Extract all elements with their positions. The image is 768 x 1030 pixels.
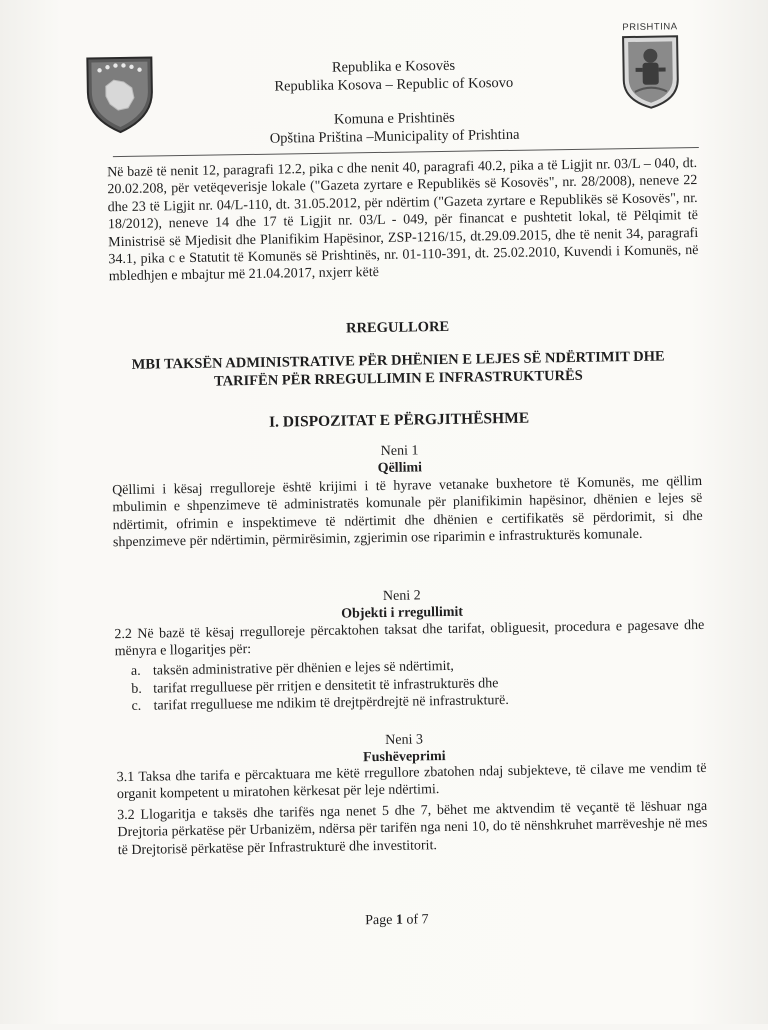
document-title: RREGULLORE: [345, 318, 450, 337]
header-municipality-albanian: Komuna e Prishtinës: [333, 109, 455, 128]
article-3-paragraph-2: 3.2 Llogaritja e taksës dhe tarifës nga nenet 5 dhe 7, bëhet me aktvendim të veçantë të lëshuar nga Drejtoria përkatëse për Urbanizëm, ndërsa për tarifën nga neni 10, do të nënshkruhet marrëveshje në mes të Drejtorisë përkatëse për Infrastrukturë dhe investitorit.: [117, 798, 708, 858]
emblem-caption: PRISHTINA: [622, 21, 678, 34]
list-item-text: tarifat rregulluese me ndikim të drejtpërdrejtë në infrastrukturë.: [153, 693, 509, 714]
document-subtitle-line: TARIFËN PËR RREGULLIMIN E INFRASTRUKTURËS: [213, 367, 583, 390]
list-item-text: taksën administrative për dhënien e lejes së ndërtimit,: [152, 658, 454, 679]
list-marker: b.: [131, 681, 142, 697]
header-republic-albanian: Republika e Kosovës: [331, 57, 456, 76]
state-header: [173, 54, 614, 97]
article-number: Neni 1: [380, 443, 419, 459]
kosovo-coat-of-arms-icon: [83, 51, 156, 136]
article-title: Qëllimi: [377, 460, 423, 477]
article-number: Neni 3: [385, 732, 424, 748]
page-number: [307, 911, 487, 930]
article-2-list: [131, 654, 692, 715]
page-number-prefix: Page: [365, 912, 397, 929]
preamble-paragraph: Në bazë të nenit 12, paragrafi 12.2, pika c dhe nenit 40, paragrafi 40.2, pika a të Ligjit nr. 03/L – 040, dt. 20.02.208, për vetëqeverisje lokale ("Gazeta zyrtare e Republikës së Kosovës", nr. 28/2008), neneve 22 dhe 23 të Ligjit nr. 04/L-110, dt. 31.05.2012, për ndërtim ("Gazeta zyrtare e Republikës së Kosovës", nr. 18/2012), neneve 14 dhe 17 të Ligjit nr. 03/L - 049, për financat e pushtetit lokal, të Pëlqimit të Ministrisë së Mjedisit dhe Planifikim Hapësinor, ZSP-1216/15, dt.29.09.2015, dhe të nenit 34, paragrafi 34.1, pika c e Statutit të Komunës së Prishtinës, nr. 01-110-391, dt. 25.02.2010, Kuvendi i Komunës, në mbledhjen e mbajtur më 21.04.2017, nxjerr këtë: [107, 155, 699, 285]
list-marker: a.: [130, 663, 141, 679]
article-3-paragraph-1: 3.1 Taksa dhe tarifa e përcaktuara me këtë rregullore zbatohen ndaj subjekteve, të cilave me vendim të organit kompetent u miratohen kërkesat për leje ndërtimi.: [116, 760, 707, 803]
list-marker: c.: [131, 698, 142, 714]
municipality-header: [174, 106, 615, 149]
page-number-current: 1: [395, 912, 404, 928]
header-municipality-multilingual: Opština Priština –Municipality of Prishtina: [269, 126, 520, 147]
list-item-text: tarifat rregulluese për rritjen e densitetit të infrastrukturës dhe: [153, 675, 499, 697]
header-republic-multilingual: Republika Kosova – Republic of Kosovo: [274, 74, 514, 95]
section-heading: I. DISPOZITAT E PËRGJITHËSHME: [268, 409, 530, 431]
article-title: Fushëveprimi: [363, 749, 446, 766]
prishtina-emblem-icon: [615, 21, 686, 112]
article-number: Neni 2: [382, 588, 421, 604]
document-subtitle: [98, 347, 698, 392]
article-title: Objekti i rregullimit: [341, 604, 464, 622]
article-2-text: 2.2 Në bazë të kësaj rregulloreje përcaktohen taksat dhe tarifat, obliguesit, procedura e pagesave dhe mënyra e llogaritjes për:: [114, 617, 705, 660]
document-subtitle-line: MBI TAKSËN ADMINISTRATIVE PËR DHËNIEN E LEJES SË NDËRTIMIT DHE: [131, 348, 665, 373]
article-1-text: Qëllimi i kësaj rregulloreje është krijimi i të hyrave vetanake buxhetore të Komunës, me qëllim mbulimin e shpenzimeve të administratës komunale për planifikimin hapësinor, dhënien e lejes së ndërtimit, ofrimin e inspektimeve të ndërtimit dhe dhënien e certifikatës së përdorimit, si dhe shpenzimeve për ndërtimin, përmirësimin, zgjerimin ose riparimin e infrastrukturës komunale.: [112, 473, 703, 551]
page-number-suffix: of 7: [402, 912, 429, 928]
